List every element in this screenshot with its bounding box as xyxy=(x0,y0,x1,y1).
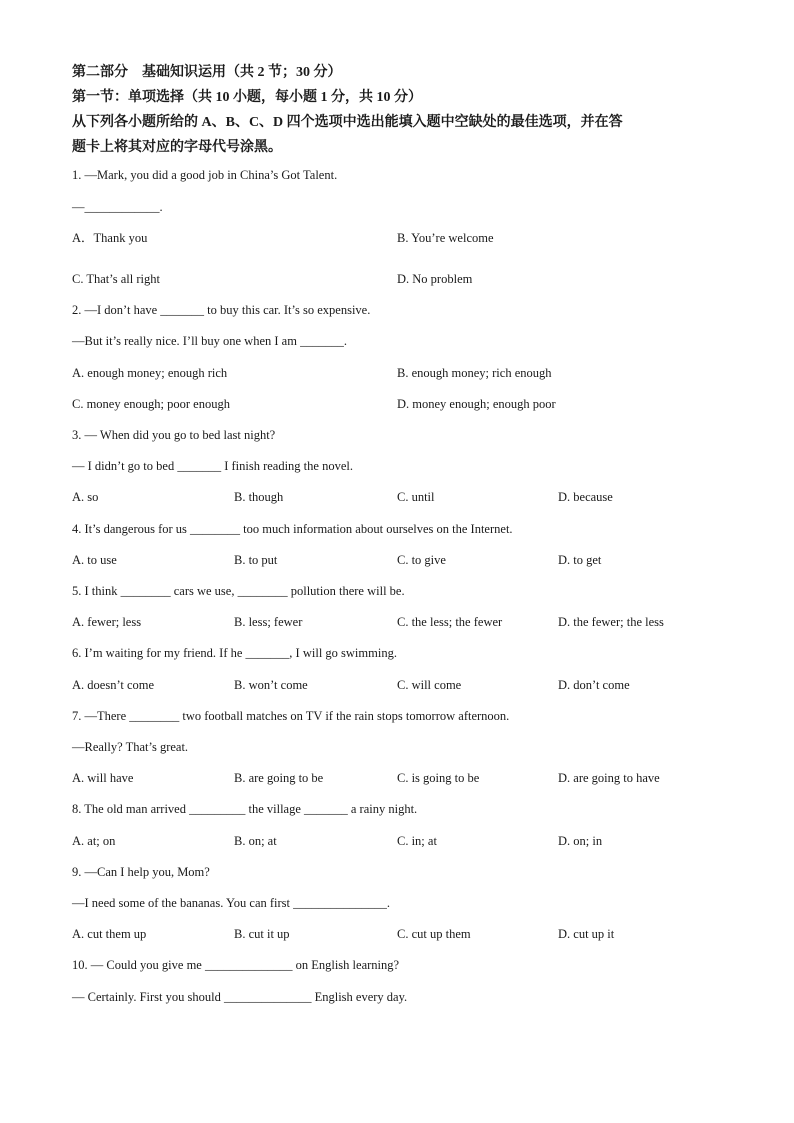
question-10-stem: 10. — Could you give me ______________ on English learning? xyxy=(72,958,400,972)
question-2-option-d: D. money enough; enough poor xyxy=(397,397,556,411)
question-2-stem: 2. —I don’t have _______ to buy this car. It’s so expensive. xyxy=(72,303,371,317)
question-2-option-b: B. enough money; rich enough xyxy=(397,366,552,380)
part-title: 第二部分 基础知识运用（共 2 节；30 分） xyxy=(72,65,342,80)
question-8-option-b: B. on; at xyxy=(234,834,277,848)
question-9-option-d: D. cut up it xyxy=(558,927,615,941)
question-3-option-d: D. because xyxy=(558,490,613,504)
instructions-line-2: 题卡上将其对应的字母代号涂黑。 xyxy=(72,140,282,155)
question-4-option-d: D. to get xyxy=(558,553,602,567)
question-8-option-a: A. at; on xyxy=(72,834,116,848)
question-2-response: —But it’s really nice. I’ll buy one when I am _______. xyxy=(72,334,347,348)
question-9-option-b: B. cut it up xyxy=(234,927,290,941)
question-3-option-a: A. so xyxy=(72,490,99,504)
instructions-line-1: 从下列各小题所给的 A、B、C、D 四个选项中选出能填入题中空缺处的最佳选项，并在答 xyxy=(72,115,623,130)
question-1-option-d: D. No problem xyxy=(397,272,473,286)
question-4-option-b: B. to put xyxy=(234,553,278,567)
question-6-option-a: A. doesn’t come xyxy=(72,678,155,692)
question-1-option-b: B. You’re welcome xyxy=(397,231,494,245)
question-3-option-c: C. until xyxy=(397,490,435,504)
question-1-stem: 1. —Mark, you did a good job in China’s Got Talent. xyxy=(72,168,338,182)
question-2-option-a: A. enough money; enough rich xyxy=(72,366,228,380)
question-6-option-c: C. will come xyxy=(397,678,462,692)
question-9-stem: 9. —Can I help you, Mom? xyxy=(72,865,210,879)
question-7-stem: 7. —There ________ two football matches on TV if the rain stops tomorrow afternoon. xyxy=(72,709,510,723)
question-9-option-a: A. cut them up xyxy=(72,927,147,941)
question-8-stem: 8. The old man arrived _________ the village _______ a rainy night. xyxy=(72,802,418,816)
question-4-option-c: C. to give xyxy=(397,553,446,567)
question-9-option-c: C. cut up them xyxy=(397,927,471,941)
question-10-response: — Certainly. First you should ______________ English every day. xyxy=(72,990,408,1004)
question-3-stem: 3. — When did you go to bed last night? xyxy=(72,428,276,442)
question-2-option-c: C. money enough; poor enough xyxy=(72,397,230,411)
question-5-option-b: B. less; fewer xyxy=(234,615,303,629)
question-8-option-c: C. in; at xyxy=(397,834,437,848)
question-5-option-d: D. the fewer; the less xyxy=(558,615,664,629)
question-6-stem: 6. I’m waiting for my friend. If he _______, I will go swimming. xyxy=(72,646,397,660)
question-9-response: —I need some of the bananas. You can first _______________. xyxy=(72,896,391,910)
question-1-response: —____________. xyxy=(72,200,163,214)
question-8-option-d: D. on; in xyxy=(558,834,603,848)
question-6-option-d: D. don’t come xyxy=(558,678,630,692)
question-7-option-c: C. is going to be xyxy=(397,771,480,785)
question-5-option-c: C. the less; the fewer xyxy=(397,615,503,629)
question-7-option-d: D. are going to have xyxy=(558,771,660,785)
question-5-stem: 5. I think ________ cars we use, ________ pollution there will be. xyxy=(72,584,405,598)
question-3-option-b: B. though xyxy=(234,490,284,504)
question-1-option-c: C. That’s all right xyxy=(72,272,160,286)
question-5-option-a: A. fewer; less xyxy=(72,615,142,629)
question-7-option-a: A. will have xyxy=(72,771,134,785)
question-3-response: — I didn’t go to bed _______ I finish reading the novel. xyxy=(72,459,353,473)
question-7-response: —Really? That’s great. xyxy=(72,740,189,754)
question-4-stem: 4. It’s dangerous for us ________ too much information about ourselves on the Internet. xyxy=(72,522,513,536)
section-title: 第一节：单项选择（共 10 小题，每小题 1 分，共 10 分） xyxy=(72,90,422,105)
question-6-option-b: B. won’t come xyxy=(234,678,308,692)
question-4-option-a: A. to use xyxy=(72,553,117,567)
question-7-option-b: B. are going to be xyxy=(234,771,324,785)
question-1-option-a: A．Thank you xyxy=(72,231,148,245)
